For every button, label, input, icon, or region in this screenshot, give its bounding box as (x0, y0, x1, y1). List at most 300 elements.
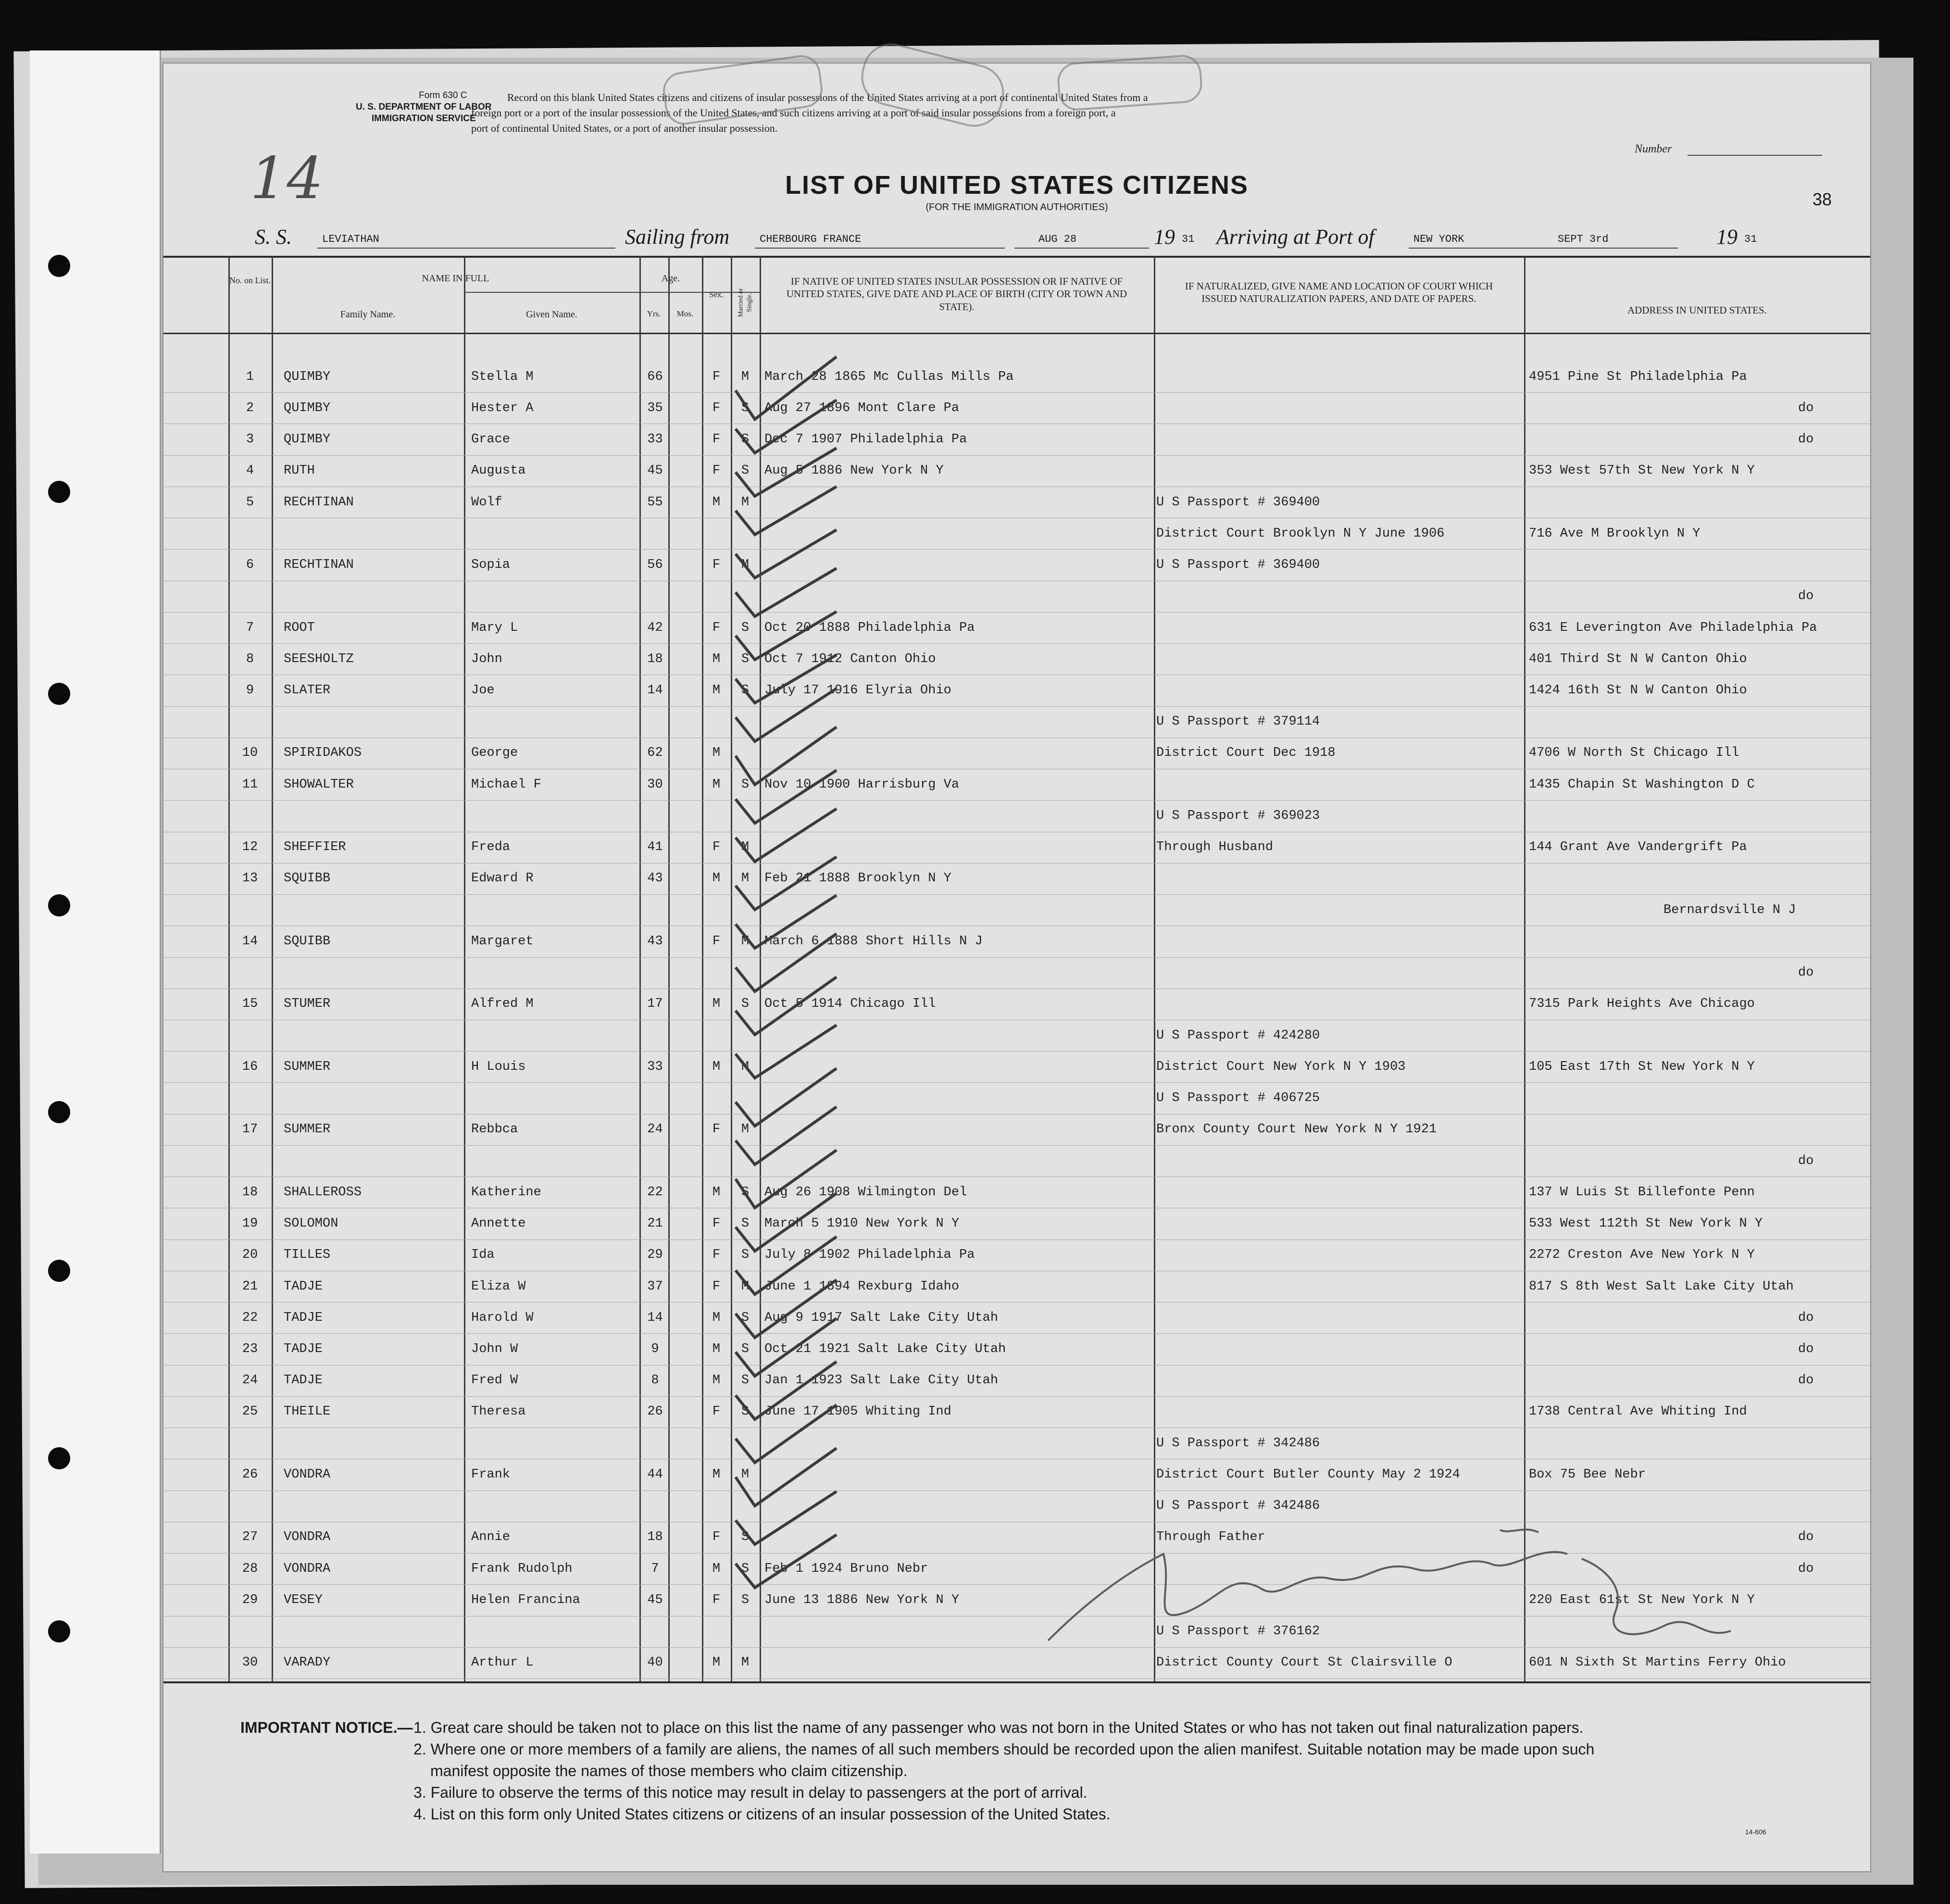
cell-given: Sopia (471, 558, 511, 573)
field-line (1409, 248, 1678, 249)
cell-address: do (1798, 1561, 1814, 1576)
cell-no: 27 (242, 1530, 258, 1545)
cell-no: 18 (242, 1185, 258, 1200)
table-row (163, 424, 1870, 455)
cell-birth: March 6 1888 Short Hills N J (764, 934, 983, 949)
arriving-label: Arriving at Port of (1216, 225, 1375, 249)
cell-birth: Oct 21 1921 Salt Lake City Utah (764, 1341, 1006, 1356)
cell-age: 56 (647, 558, 663, 573)
cell-ms: S (741, 651, 750, 666)
ss-label: S. S. (255, 225, 292, 249)
cell-sex: F (712, 1216, 721, 1231)
cell-sex: M (712, 1655, 721, 1670)
header-address: ADDRESS IN UNITED STATES. (1627, 304, 1767, 316)
cell-age: 37 (647, 1279, 663, 1294)
cell-given: Helen Francina (471, 1592, 580, 1607)
cell-ms: M (741, 495, 750, 510)
cell-family: VARADY (284, 1655, 331, 1670)
cell-age: 62 (647, 746, 663, 761)
cell-address: 2272 Creston Ave New York N Y (1529, 1248, 1755, 1263)
cell-sex: F (712, 934, 721, 949)
table-row (163, 1115, 1870, 1146)
cell-address: do (1798, 1153, 1814, 1168)
cell-given: Mary L (471, 620, 518, 635)
cell-nat: U S Passport # 369400 (1156, 558, 1320, 573)
cell-no: 7 (246, 620, 254, 635)
cell-family: VONDRA (284, 1561, 331, 1576)
cell-age: 18 (647, 651, 663, 666)
cell-given: Ida (471, 1248, 495, 1263)
cell-sex: F (712, 369, 721, 384)
cell-age: 43 (647, 934, 663, 949)
page-number: 38 (1812, 189, 1832, 209)
table-row (163, 707, 1870, 738)
cell-sex: F (712, 1122, 721, 1137)
cell-no: 20 (242, 1248, 258, 1263)
cell-address: 137 W Luis St Billefonte Penn (1529, 1185, 1755, 1200)
cell-family: ROOT (284, 620, 315, 635)
cell-no: 4 (246, 463, 254, 478)
cell-address: 533 West 112th St New York N Y (1529, 1216, 1763, 1231)
cell-sex: M (712, 651, 721, 666)
cell-given: Freda (471, 840, 511, 855)
header-naturalized: IF NATURALIZED, GIVE NAME AND LOCATION OF COURT WHICH ISSUED NATURALIZATION PAPERS, AND DATE OF PAPERS. (1185, 280, 1493, 305)
cell-no: 29 (242, 1592, 258, 1607)
cell-family: RECHTINAN (284, 495, 354, 510)
arrival-year-prefix: 19 (1716, 225, 1738, 249)
cell-sex: F (712, 1404, 721, 1419)
cell-given: Fred W (471, 1373, 518, 1388)
cell-birth: Aug 26 1908 Wilmington Del (764, 1185, 967, 1200)
cell-ms: S (741, 432, 750, 447)
punch-hole (48, 683, 70, 705)
cell-address: 631 E Leverington Ave Philadelphia Pa (1529, 620, 1817, 635)
punch-hole (48, 1620, 70, 1642)
header-no-on-list: No. on List. (229, 276, 271, 285)
cell-birth: Jan 1 1923 Salt Lake City Utah (764, 1373, 999, 1388)
number-line (1688, 155, 1822, 156)
field-line (317, 248, 615, 249)
cell-sex: M (712, 1059, 721, 1074)
cell-nat: U S Passport # 424280 (1156, 1028, 1320, 1043)
cell-ms: M (741, 871, 750, 886)
table-row (163, 1208, 1870, 1240)
cell-age: 33 (647, 432, 663, 447)
cell-birth: Aug 27 1896 Mont Clare Pa (764, 401, 960, 415)
number-label: Number (1635, 143, 1672, 155)
cell-nat: U S Passport # 379114 (1156, 714, 1320, 729)
cell-family: VONDRA (284, 1530, 331, 1545)
cell-sex: F (712, 620, 721, 635)
cell-ms: S (741, 1185, 750, 1200)
cell-given: Katherine (471, 1185, 541, 1200)
cell-sex: F (712, 1592, 721, 1607)
cell-no: 14 (242, 934, 258, 949)
cell-no: 15 (242, 997, 258, 1012)
table-row (163, 518, 1870, 550)
cell-no: 9 (246, 683, 254, 698)
cell-sex: F (712, 840, 721, 855)
cell-birth: July 17 1916 Elyria Ohio (764, 683, 951, 698)
cell-sex: M (712, 871, 721, 886)
cell-nat: U S Passport # 342486 (1156, 1436, 1320, 1451)
cell-ms: S (741, 683, 750, 698)
punch-hole (48, 1447, 70, 1469)
table-row (163, 738, 1870, 769)
cell-address: 105 East 17th St New York N Y (1529, 1059, 1755, 1074)
cell-no: 16 (242, 1059, 258, 1074)
cell-age: 9 (651, 1341, 659, 1356)
cell-ms: S (741, 1373, 750, 1388)
cell-age: 35 (647, 401, 663, 415)
cell-ms: S (741, 463, 750, 478)
cell-sex: F (712, 463, 721, 478)
cell-nat: District County Court St Clairsville O (1156, 1655, 1452, 1670)
cell-ms: S (741, 997, 750, 1012)
cell-family: STUMER (284, 997, 331, 1012)
cell-birth: Oct 20 1888 Philadelphia Pa (764, 620, 975, 635)
cell-age: 43 (647, 871, 663, 886)
punch-hole (48, 1101, 70, 1123)
cell-birth: Aug 9 1917 Salt Lake City Utah (764, 1310, 999, 1325)
cell-given: Hester A (471, 401, 534, 415)
cell-age: 21 (647, 1216, 663, 1231)
cell-ms: S (741, 1592, 750, 1607)
cell-sex: M (712, 1185, 721, 1200)
table-row (163, 1365, 1870, 1397)
cell-sex: M (712, 1561, 721, 1576)
cell-nat: District Court Brooklyn N Y June 1906 (1156, 526, 1445, 541)
form-number: Form 630 C (419, 90, 467, 100)
cell-family: SLATER (284, 683, 331, 698)
cell-age: 17 (647, 997, 663, 1012)
footer-code: 14-606 (1745, 1828, 1766, 1836)
notice-item: 3. Failure to observe the terms of this notice may result in delay to passengers at the port of arrival. (413, 1784, 1088, 1801)
binding-strip (30, 50, 161, 1854)
cell-address: do (1798, 1341, 1814, 1356)
table-top-rule (163, 256, 1870, 258)
cell-no: 8 (246, 651, 254, 666)
cell-no: 25 (242, 1404, 258, 1419)
cell-ms: M (741, 1655, 750, 1670)
cell-no: 10 (242, 746, 258, 761)
cell-sex: F (712, 1248, 721, 1263)
cell-sex: F (712, 401, 721, 415)
cell-given: H Louis (471, 1059, 526, 1074)
cell-ms: M (741, 558, 750, 573)
cell-ms: M (741, 1467, 750, 1482)
cell-age: 44 (647, 1467, 663, 1482)
cell-ms: S (741, 1248, 750, 1263)
cell-no: 6 (246, 558, 254, 573)
cell-address: 1424 16th St N W Canton Ohio (1529, 683, 1747, 698)
cell-nat: Through Husband (1156, 840, 1274, 855)
cell-address: 817 S 8th West Salt Lake City Utah (1529, 1279, 1794, 1294)
cell-ms: M (741, 1059, 750, 1074)
cell-no: 21 (242, 1279, 258, 1294)
header-months: Mos. (676, 309, 694, 318)
cell-family: VONDRA (284, 1467, 331, 1482)
cell-family: QUIMBY (284, 401, 331, 415)
cell-family: SPIRIDAKOS (284, 746, 362, 761)
cell-family: RUTH (284, 463, 315, 478)
checkmarks (726, 352, 851, 1621)
table-row (163, 895, 1870, 926)
table-row (163, 801, 1870, 832)
field-line (755, 248, 1005, 249)
cell-ms: S (741, 401, 750, 415)
cell-age: 42 (647, 620, 663, 635)
cell-ms: M (741, 934, 750, 949)
voyage-line (163, 225, 1870, 253)
cell-given: Annie (471, 1530, 511, 1545)
table-row (163, 1334, 1870, 1365)
table-row (163, 1303, 1870, 1334)
cell-family: SOLOMON (284, 1216, 338, 1231)
sailing-from-port: CHERBOURG FRANCE (760, 233, 862, 245)
cell-family: SHEFFIER (284, 840, 346, 855)
cell-address: 353 West 57th St New York N Y (1529, 463, 1755, 478)
page-title: LIST OF UNITED STATES CITIZENS (785, 171, 1249, 200)
cell-ms: S (741, 1216, 750, 1231)
cell-nat: U S Passport # 369023 (1156, 808, 1320, 823)
cell-address: 220 East 61st St New York N Y (1529, 1592, 1755, 1607)
cell-nat: U S Passport # 406725 (1156, 1091, 1320, 1106)
cell-age: 26 (647, 1404, 663, 1419)
sailing-from-label: Sailing from (625, 225, 730, 249)
cell-sex: F (712, 558, 721, 573)
cell-no: 5 (246, 495, 254, 510)
table-row (163, 769, 1870, 801)
cell-ms: M (741, 1122, 750, 1137)
table-row (163, 1052, 1870, 1083)
cell-given: Augusta (471, 463, 526, 478)
cell-family: TADJE (284, 1373, 323, 1388)
cell-sex: M (712, 1467, 721, 1482)
cell-birth: Dec 7 1907 Philadelphia Pa (764, 432, 967, 447)
table-row (163, 487, 1870, 518)
table-row (163, 1397, 1870, 1428)
cell-family: THEILE (284, 1404, 331, 1419)
cell-birth: July 8 1902 Philadelphia Pa (764, 1248, 975, 1263)
notice-item: 4. List on this form only United States citizens or citizens of an insular possession of the United States. (413, 1805, 1111, 1823)
header-name-in-full: NAME IN FULL (422, 273, 489, 284)
punch-hole (48, 255, 70, 277)
cell-age: 55 (647, 495, 663, 510)
cell-address: Box 75 Bee Nebr (1529, 1467, 1646, 1482)
page-subtitle: (FOR THE IMMIGRATION AUTHORITIES) (925, 202, 1108, 213)
table-row (163, 832, 1870, 864)
manifest-sheet (162, 63, 1871, 1872)
cell-birth: Aug 5 1886 New York N Y (764, 463, 944, 478)
cell-sex: M (712, 777, 721, 792)
cell-birth: Feb 1 1924 Bruno Nebr (764, 1561, 928, 1576)
cell-address: 7315 Park Heights Ave Chicago (1529, 997, 1755, 1012)
ship-name: LEVIATHAN (322, 233, 379, 245)
handwritten-signature (1029, 1516, 1750, 1669)
header-given-name: Given Name. (526, 309, 577, 320)
cell-address: 144 Grant Ave Vandergrift Pa (1529, 840, 1747, 855)
notice-item: 1. Great care should be taken not to place on this list the name of any passenger who was not born in the United States or who has not taken out final naturalization papers. (413, 1719, 1584, 1736)
cell-sex: F (712, 1279, 721, 1294)
cell-nat: Bronx County Court New York N Y 1921 (1156, 1122, 1437, 1137)
table-row (163, 1020, 1870, 1052)
cell-given: Joe (471, 683, 495, 698)
cell-family: QUIMBY (284, 432, 331, 447)
cell-age: 18 (647, 1530, 663, 1545)
cell-birth: March 28 1865 Mc Cullas Mills Pa (764, 369, 1014, 384)
cell-no: 30 (242, 1655, 258, 1670)
arrival-date: SEPT 3rd (1558, 233, 1609, 245)
cell-given: Theresa (471, 1404, 526, 1419)
cell-birth: June 1 1894 Rexburg Idaho (764, 1279, 960, 1294)
cell-age: 45 (647, 1592, 663, 1607)
cell-address: do (1798, 401, 1814, 415)
cell-given: Frank (471, 1467, 511, 1482)
cell-ms: M (741, 840, 750, 855)
cell-address: 401 Third St N W Canton Ohio (1529, 651, 1747, 666)
cell-family: TADJE (284, 1310, 323, 1325)
cell-no: 26 (242, 1467, 258, 1482)
arrival-year-suffix: 31 (1744, 233, 1757, 245)
cell-address: do (1798, 1530, 1814, 1545)
table-header-rule (163, 333, 1870, 334)
table-row (163, 644, 1870, 675)
table-row (163, 613, 1870, 644)
cell-no: 28 (242, 1561, 258, 1576)
cell-no: 2 (246, 401, 254, 415)
cell-given: Annette (471, 1216, 526, 1231)
cell-sex: M (712, 997, 721, 1012)
cell-given: John (471, 651, 502, 666)
cell-ms: S (741, 620, 750, 635)
cell-no: 1 (246, 369, 254, 384)
table-row (163, 1459, 1870, 1491)
cell-sex: M (712, 1341, 721, 1356)
table-row (163, 1177, 1870, 1208)
cell-given: John W (471, 1341, 518, 1356)
cell-sex: M (712, 683, 721, 698)
cell-age: 14 (647, 683, 663, 698)
cell-given: Margaret (471, 934, 534, 949)
cell-given: Michael F (471, 777, 541, 792)
cell-no: 11 (242, 777, 258, 792)
cell-address: 4706 W North St Chicago Ill (1529, 746, 1739, 761)
cell-birth: Feb 21 1888 Brooklyn N Y (764, 871, 951, 886)
cell-nat: District Court Butler County May 2 1924 (1156, 1467, 1460, 1482)
cell-address: 4951 Pine St Philadelphia Pa (1529, 369, 1747, 384)
cell-age: 14 (647, 1310, 663, 1325)
cell-age: 29 (647, 1248, 663, 1263)
cell-given: Rebbca (471, 1122, 518, 1137)
cell-ms: S (741, 1310, 750, 1325)
table-row (163, 926, 1870, 957)
cell-birth: March 5 1910 New York N Y (764, 1216, 960, 1231)
handwritten-list-number: 14 (250, 145, 324, 212)
header-age: Age. (661, 273, 680, 284)
cell-no: 12 (242, 840, 258, 855)
cell-no: 3 (246, 432, 254, 447)
cell-birth: June 17 1905 Whiting Ind (764, 1404, 951, 1419)
field-line (1014, 248, 1149, 249)
cell-ms: M (741, 1279, 750, 1294)
cell-address: do (1798, 432, 1814, 447)
cell-given: George (471, 746, 518, 761)
punch-hole (48, 1260, 70, 1282)
cell-address: 1435 Chapin St Washington D C (1529, 777, 1755, 792)
instruction-line: Record on this blank United States citizens and citizens of insular possessions of the United States arriving at a port of continental United States from a (507, 91, 1148, 103)
cell-family: TADJE (284, 1341, 323, 1356)
cell-age: 24 (647, 1122, 663, 1137)
cell-family: SUMMER (284, 1059, 331, 1074)
cell-nat: District Court New York N Y 1903 (1156, 1059, 1406, 1074)
cell-nat: U S Passport # 342486 (1156, 1499, 1320, 1514)
cell-family: SQUIBB (284, 871, 331, 886)
header-birth: IF NATIVE OF UNITED STATES INSULAR POSSESSION OR IF NATIVE OF UNITED STATES, GIVE DATE AND PLACE OF BIRTH (CITY OR TOWN AND STATE). (786, 276, 1127, 313)
service-name: IMMIGRATION SERVICE (371, 113, 476, 124)
table-row (163, 864, 1870, 895)
cell-age: 40 (647, 1655, 663, 1670)
cell-given: Wolf (471, 495, 502, 510)
cell-family: VESEY (284, 1592, 323, 1607)
cell-sex: M (712, 495, 721, 510)
cell-given: Arthur L (471, 1655, 534, 1670)
cell-sex: M (712, 746, 721, 761)
cell-no: 13 (242, 871, 258, 886)
cell-given: Frank Rudolph (471, 1561, 573, 1576)
passenger-table (163, 362, 1870, 1679)
cell-family: SEESHOLTZ (284, 651, 354, 666)
punch-hole (48, 894, 70, 916)
cell-sex: F (712, 1530, 721, 1545)
cell-age: 41 (647, 840, 663, 855)
cell-address: do (1798, 1373, 1814, 1388)
notice-item: manifest opposite the names of those members who claim citizenship. (430, 1762, 908, 1779)
header-married-single: Married or Single. (737, 288, 753, 317)
cell-ms: M (741, 369, 750, 384)
cell-age: 33 (647, 1059, 663, 1074)
table-row (163, 675, 1870, 706)
cell-sex: F (712, 432, 721, 447)
cell-ms: S (741, 777, 750, 792)
cell-address: do (1798, 589, 1814, 604)
instruction-line: foreign port or a port of the insular possessions of the United States, and such citizens arriving at a port of said insular possessions from a foreign port, a (471, 106, 1116, 119)
cell-address: do (1798, 965, 1814, 980)
department-name: U. S. DEPARTMENT OF LABOR (356, 101, 492, 112)
table-row (163, 958, 1870, 989)
cell-nat: Through Father (1156, 1530, 1265, 1545)
year-suffix: 31 (1182, 233, 1195, 245)
cell-family: TILLES (284, 1248, 331, 1263)
punch-hole (48, 481, 70, 503)
cell-family: TADJE (284, 1279, 323, 1294)
cell-ms: S (741, 1404, 750, 1419)
cell-address: do (1798, 1310, 1814, 1325)
cell-family: RECHTINAN (284, 558, 354, 573)
cell-no: 22 (242, 1310, 258, 1325)
cell-nat: U S Passport # 369400 (1156, 495, 1320, 510)
arrival-port: NEW YORK (1413, 233, 1464, 245)
cell-no: 17 (242, 1122, 258, 1137)
cell-no: 24 (242, 1373, 258, 1388)
cell-family: SHOWALTER (284, 777, 354, 792)
cell-family: QUIMBY (284, 369, 331, 384)
table-row (163, 550, 1870, 581)
cell-birth: Oct 5 1914 Chicago Ill (764, 997, 936, 1012)
cell-age: 22 (647, 1185, 663, 1200)
cell-ms: S (741, 1341, 750, 1356)
cell-ms: S (741, 1561, 750, 1576)
